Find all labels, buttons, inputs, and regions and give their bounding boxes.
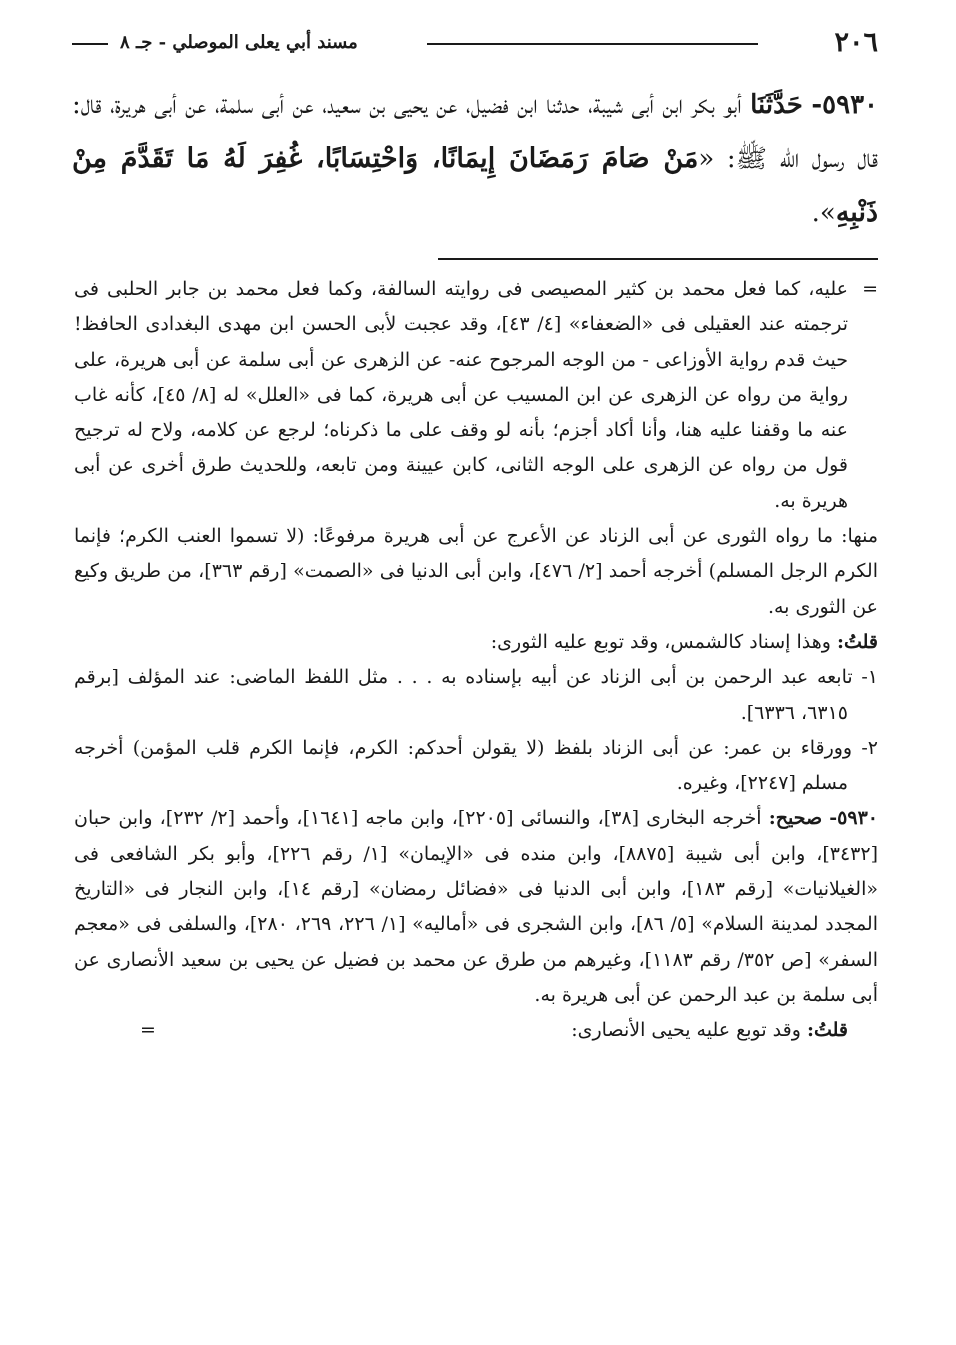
hadith-matn: مَنْ صَامَ رَمَضَانَ إِيمَانًا، وَاحْتِسَابًا، غُفِرَ لَهُ مَا تَقَدَّمَ مِنْ ذَنْبِهِ [72, 143, 878, 228]
hadith-isnad: أبو بكر ابن أبى شيبة، حدثنا ابن فضيل، عن يحيى بن سعيد، عن أبى سلمة، عن أبى هريرة، قال: قال رسول الله ﷺ: « [72, 90, 878, 174]
continuation-marker: = [862, 278, 878, 300]
qult-label-1: قلتُ: [836, 630, 878, 653]
item-2-text: ٢- وورقاء بن عمر: عن أبى الزناد بلفظ (لا يقولن أحدكم: الكرم، فإنما الكرم قلب المؤمن) أخرجه مسلم [٢٢٤٧]، وغيره. [74, 736, 878, 795]
qult-text-1: وهذا إسناد كالشمس، وقد توبع عليه الثورى: [490, 630, 837, 653]
hadith-number: ٥٩٣٠- [811, 90, 878, 120]
page-number: ٢٠٦ [834, 27, 878, 58]
running-title: مسند أبي يعلى الموصلي - جـ ٨ [120, 32, 358, 53]
takhrij-label: صحيح: [768, 807, 823, 830]
footnotes [74, 272, 878, 1049]
footnote-divider [438, 258, 878, 260]
footnote-qult-2 [74, 1013, 878, 1048]
takhrij-text: أخرجه البخارى [٣٨]، والنسائى [٢٢٠٥]، وابن ماجه [١٦٤١]، وأحمد [٢/ ٢٣٢]، وابن حبان [٣٤٣٢]، وابن أبى شيبة [٨٨٧٥]، وابن منده فى «الإيمان» [١/ رقم ٢٢٦]، وأبو بكر الشافعى فى «الغيلانيات» [رقم ١٨٣]، وابن أبى الدنيا فى «فضائل رمضان» [رقم ١٤]، وابن النجار فى «التاريخ المجدد لمدينة السلام» [٥/ ٨٦]، وابن الشجرى فى «أماليه» [١/ ٢٢٦، ٢٦٩، ٢٨٠]، والسلفى فى «معجم السفر» [ص ٣٥٢/ رقم ١١٨٣]، وغيرهم من طرق عن محمد بن فضيل عن يحيى بن سعيد الأنصارى عن أبى سلمة بن عبد الرحمن عن أبى هريرة به. [74, 807, 879, 1006]
header-rule [427, 43, 758, 45]
footnote-para-1: عليه، كما فعل محمد بن كثير المصيصى فى روايته السالفة، وكما فعل محمد بن جابر الحلبى فى ترجمته عند العقيلى فى «الضعفاء» [٤/ ٤٣]، وقد عجبت لأبى الحسن ابن مهدى البغدادى الحافظ! حيث قدم رواية الأوزاعى - من الوجه المرجوح عنه- عن الزهرى عن أبى سلمة عن أبى هريرة، على رواية من رواه عن الزهرى عن ابن المسيب عن أبى هريرة، كما فى «العلل» له [٨/ ٤٥]، كأنه غاب عنه ما وقفنا عليه هنا، وأنا أكاد أجزم؛ بأنه لو وقف على ما ذكرناه؛ لرجع عن كلامه، ولاح له ترجيح قول من رواه عن الزهرى على الوجه الثانى، كابن عيينة ومن تابعه، وللحديث طرق أخرى عن أبى هريرة به. [74, 278, 848, 512]
end-marker: = [140, 1019, 156, 1042]
page-header [72, 26, 878, 60]
hadith-text [72, 78, 878, 240]
header-rule-short [72, 43, 108, 45]
item-1-text: ١- تابعه عبد الرحمن بن أبى الزناد عن أبيه بإسناده به . . . مثل اللفظ الماضى: عند المؤلف [برقم ٦٣١٥، ٦٣٣٦]. [74, 666, 878, 724]
qult-text-2: وقد توبع عليه يحيى الأنصارى: [571, 1019, 807, 1042]
footnote-para-2 [74, 519, 878, 625]
footnote-continuation [74, 272, 878, 519]
hadith-haddathana: حَدَّثَنَا [750, 90, 803, 120]
footnote-item-2 [74, 731, 878, 802]
footnote-item-1 [74, 660, 878, 731]
footnote-qult-1 [74, 625, 878, 660]
qult-label-2: قلتُ: [806, 1019, 848, 1042]
hadith-end: ». [811, 198, 836, 228]
footnote-para-2-text: منها: ما رواه الثورى عن أبى الزناد عن الأعرج عن أبى هريرة مرفوعًا: (لا تسموا العنب الكرم؛ فإنما الكرم الرجل المسلم) أخرجه أحمد [٢/ ٤٧٦]، وابن أبى الدنيا فى «الصمت» [رقم ٣٦٣]، من طريق وكيع عن الثورى به. [74, 525, 878, 618]
takhrij-number: ٥٩٣٠- [829, 807, 878, 830]
takhrij-paragraph [74, 801, 878, 1013]
